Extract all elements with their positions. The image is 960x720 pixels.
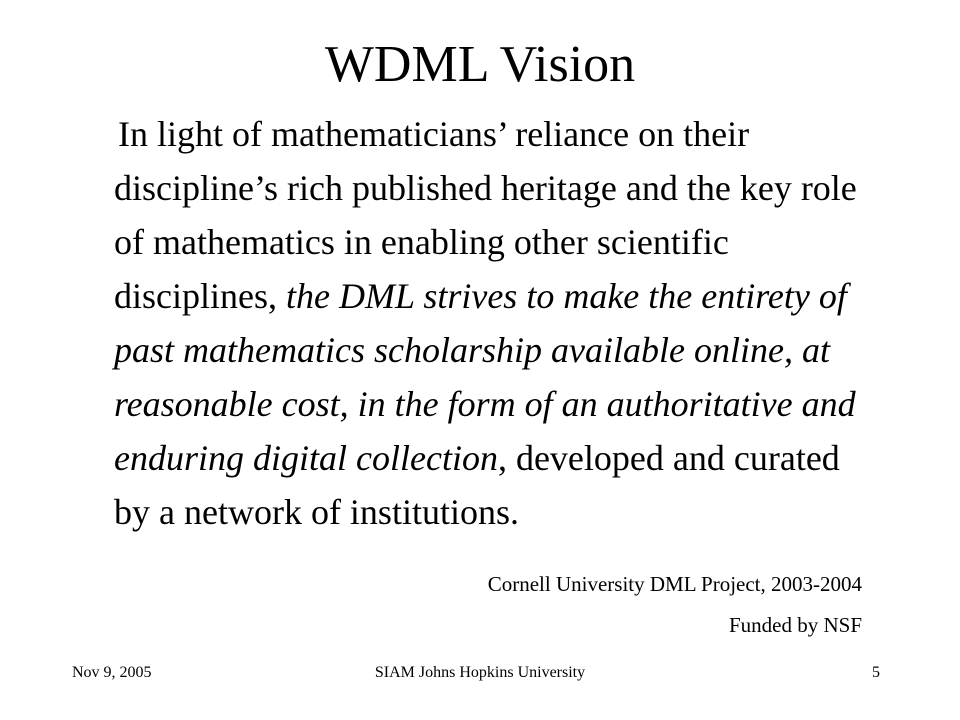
funding-credit: Funded by NSF <box>728 613 862 637</box>
vision-text-italic: the DML strives to make the entirety of past mathematics scholarship available online, at reasonable cost, in the form of an authoritative and enduring digital collection <box>114 276 856 478</box>
footer-page-number: 5 <box>872 664 880 681</box>
vision-text-intro: In light of mathematicians’ reliance on their discipline’s rich published heritage and the key role of mathematics in enabling other scientific disciplines, <box>114 114 857 316</box>
slide-title: WDML Vision <box>324 36 636 93</box>
vision-text-ending: , developed and curated by a network of institutions. <box>114 438 840 532</box>
footer-venue: SIAM Johns Hopkins University <box>374 664 586 681</box>
project-credit: Cornell University DML Project, 2003-2004 <box>487 572 862 596</box>
vision-statement <box>114 107 874 539</box>
footer-date: Nov 9, 2005 <box>72 664 152 681</box>
